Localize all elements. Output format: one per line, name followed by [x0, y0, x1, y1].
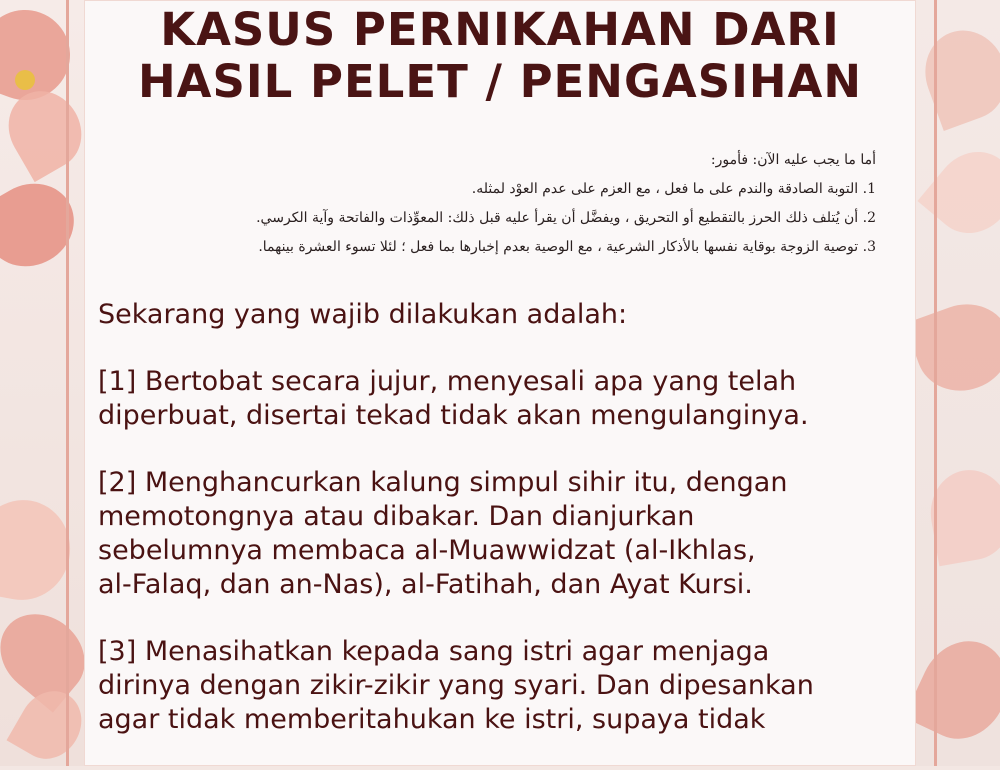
arabic-text-block	[136, 146, 876, 262]
paragraph-2	[98, 466, 868, 602]
frame-line-right	[934, 0, 937, 766]
text-line: [1] Bertobat secara jujur, menyesali apa yang telah	[98, 366, 797, 397]
flower-icon	[917, 136, 1000, 249]
frame-line-left	[66, 0, 69, 766]
flower-icon	[0, 168, 84, 282]
flower-icon	[916, 291, 1000, 403]
paragraph-1	[98, 365, 868, 433]
paragraph-3	[98, 635, 868, 737]
flower-icon	[7, 680, 84, 766]
text-line: diperbuat, disertai tekad tidak akan mengulanginya.	[98, 400, 809, 431]
flower-icon	[916, 627, 1000, 754]
text-line: sebelumnya membaca al-Muawwidzat (al-Ikhlas,	[98, 535, 756, 566]
arabic-line: 2. أن يُتلف ذلك الحرز بالتقطيع أو التحريق ، ويفضَّل أن يقرأ عليه قبل ذلك: المعوِّذات والفاتحة وآية الكرسي.	[256, 210, 876, 226]
arabic-line: 1. التوبة الصادقة والندم على ما فعل ، مع العزم على عدم العوْد لمثله.	[471, 181, 876, 197]
text-line: Sekarang yang wajib dilakukan adalah:	[98, 299, 628, 330]
paragraph-intro	[98, 298, 868, 332]
translation-text-block	[98, 298, 868, 770]
arabic-line: 3. توصية الزوجة بوقاية نفسها بالأذكار الشرعية ، مع الوصية بعدم إخبارها بما فعل ؛ لئلا تسوء العشرة بينهما.	[258, 239, 876, 255]
text-line: [3] Menasihatkan kepada sang istri agar menjaga	[98, 636, 770, 667]
flower-icon	[916, 19, 1000, 131]
text-line: [2] Menghancurkan kalung simpul sihir itu, dengan	[98, 467, 788, 498]
text-line: agar tidak memberitahukan ke istri, supaya tidak	[98, 704, 766, 735]
arabic-line: أما ما يجب عليه الآن: فأمور:	[710, 152, 876, 168]
floral-decoration-right	[916, 0, 1000, 766]
flower-icon	[15, 70, 35, 90]
text-line: memotongnya atau dibakar. Dan dianjurkan	[98, 501, 695, 532]
text-line: al-Falaq, dan an-Nas), al-Fatihah, dan Ayat Kursi.	[98, 569, 753, 600]
text-line: dirinya dengan zikir-zikir yang syari. Dan dipesankan	[98, 670, 814, 701]
floral-decoration-left	[0, 0, 84, 766]
page-title-line1: KASUS PERNIKAHAN DARI	[160, 3, 840, 56]
page-title-line2: HASIL PELET / PENGASIHAN	[137, 55, 863, 108]
